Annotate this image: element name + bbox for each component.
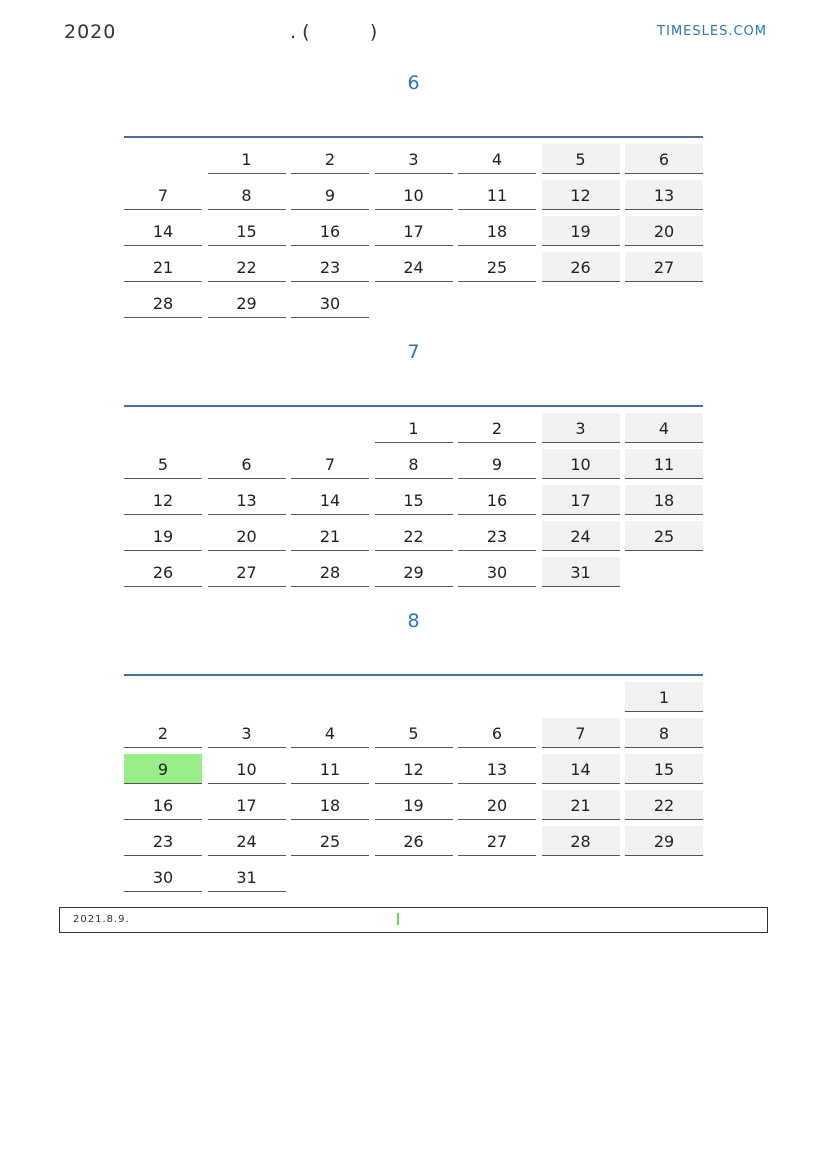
- day-cell: 23: [124, 826, 202, 856]
- day-cell: 29: [375, 557, 453, 587]
- day-cell: 15: [208, 216, 286, 246]
- day-cell: 28: [124, 288, 202, 318]
- day-cell: 1: [208, 144, 286, 174]
- day-cell: 13: [208, 485, 286, 515]
- day-cell: 7: [124, 180, 202, 210]
- day-cell: 12: [542, 180, 620, 210]
- day-cell: 10: [208, 754, 286, 784]
- day-cell: 15: [375, 485, 453, 515]
- day-cell: 14: [291, 485, 369, 515]
- day-cell: 28: [542, 826, 620, 856]
- day-cell: 20: [208, 521, 286, 551]
- day-cell: 16: [458, 485, 536, 515]
- day-cell: 23: [458, 521, 536, 551]
- header-title: . ( ): [290, 21, 378, 43]
- footer-note: 2021.8.9.: [73, 914, 130, 925]
- day-cell: 26: [375, 826, 453, 856]
- day-cell: 22: [208, 252, 286, 282]
- day-cell: 4: [291, 718, 369, 748]
- month-rule: [124, 674, 703, 676]
- day-cell: 30: [124, 862, 202, 892]
- day-cell: 17: [375, 216, 453, 246]
- day-cell: 29: [208, 288, 286, 318]
- day-cell: 16: [291, 216, 369, 246]
- day-cell: 22: [625, 790, 703, 820]
- day-cell: 26: [542, 252, 620, 282]
- day-cell: 13: [625, 180, 703, 210]
- day-cell: 19: [124, 521, 202, 551]
- day-cell: 17: [208, 790, 286, 820]
- day-cell: 15: [625, 754, 703, 784]
- day-cell: 21: [124, 252, 202, 282]
- day-cell: 30: [291, 288, 369, 318]
- day-cell: 29: [625, 826, 703, 856]
- day-cell: 2: [291, 144, 369, 174]
- day-cell: 27: [625, 252, 703, 282]
- day-cell: 24: [542, 521, 620, 551]
- day-cell: 21: [542, 790, 620, 820]
- day-cell: 1: [375, 413, 453, 443]
- day-cell-today: 9: [124, 754, 202, 784]
- month-title: 7: [407, 341, 420, 363]
- day-cell: 2: [458, 413, 536, 443]
- day-cell: 19: [542, 216, 620, 246]
- month-rule: [124, 136, 703, 138]
- footer-marker: [397, 913, 399, 925]
- day-cell: 11: [458, 180, 536, 210]
- day-cell: 3: [208, 718, 286, 748]
- day-cell: 31: [208, 862, 286, 892]
- day-cell: 20: [625, 216, 703, 246]
- day-cell: 3: [542, 413, 620, 443]
- day-cell: 12: [124, 485, 202, 515]
- day-cell: 8: [208, 180, 286, 210]
- day-cell: 28: [291, 557, 369, 587]
- day-cell: 16: [124, 790, 202, 820]
- day-cell: 8: [625, 718, 703, 748]
- day-cell: 10: [375, 180, 453, 210]
- day-cell: 9: [291, 180, 369, 210]
- day-cell: 14: [124, 216, 202, 246]
- day-cell: 19: [375, 790, 453, 820]
- day-cell: 3: [375, 144, 453, 174]
- day-cell: 22: [375, 521, 453, 551]
- day-cell: 6: [625, 144, 703, 174]
- month-title: 8: [407, 610, 420, 632]
- day-cell: 14: [542, 754, 620, 784]
- day-cell: 6: [458, 718, 536, 748]
- day-cell: 1: [625, 682, 703, 712]
- day-cell: 18: [458, 216, 536, 246]
- day-cell: 24: [208, 826, 286, 856]
- day-cell: 11: [291, 754, 369, 784]
- day-cell: 5: [124, 449, 202, 479]
- day-cell: 8: [375, 449, 453, 479]
- day-cell: 4: [625, 413, 703, 443]
- day-cell: 11: [625, 449, 703, 479]
- day-cell: 21: [291, 521, 369, 551]
- day-cell: 13: [458, 754, 536, 784]
- footer-box: [59, 907, 768, 933]
- day-cell: 25: [291, 826, 369, 856]
- day-cell: 5: [375, 718, 453, 748]
- day-cell: 12: [375, 754, 453, 784]
- day-cell: 31: [542, 557, 620, 587]
- month-rule: [124, 405, 703, 407]
- day-cell: 10: [542, 449, 620, 479]
- day-cell: 9: [458, 449, 536, 479]
- day-cell: 2: [124, 718, 202, 748]
- day-cell: 23: [291, 252, 369, 282]
- day-cell: 7: [542, 718, 620, 748]
- day-cell: 20: [458, 790, 536, 820]
- day-cell: 25: [625, 521, 703, 551]
- month-title: 6: [407, 72, 420, 94]
- day-cell: 27: [458, 826, 536, 856]
- site-link[interactable]: TIMESLES.COM: [657, 24, 767, 39]
- day-cell: 30: [458, 557, 536, 587]
- header-year: 2020: [64, 21, 117, 43]
- day-cell: 5: [542, 144, 620, 174]
- day-cell: 17: [542, 485, 620, 515]
- day-cell: 7: [291, 449, 369, 479]
- day-cell: 18: [291, 790, 369, 820]
- day-cell: 18: [625, 485, 703, 515]
- day-cell: 25: [458, 252, 536, 282]
- day-cell: 6: [208, 449, 286, 479]
- day-cell: 24: [375, 252, 453, 282]
- day-cell: 27: [208, 557, 286, 587]
- day-cell: 26: [124, 557, 202, 587]
- day-cell: 4: [458, 144, 536, 174]
